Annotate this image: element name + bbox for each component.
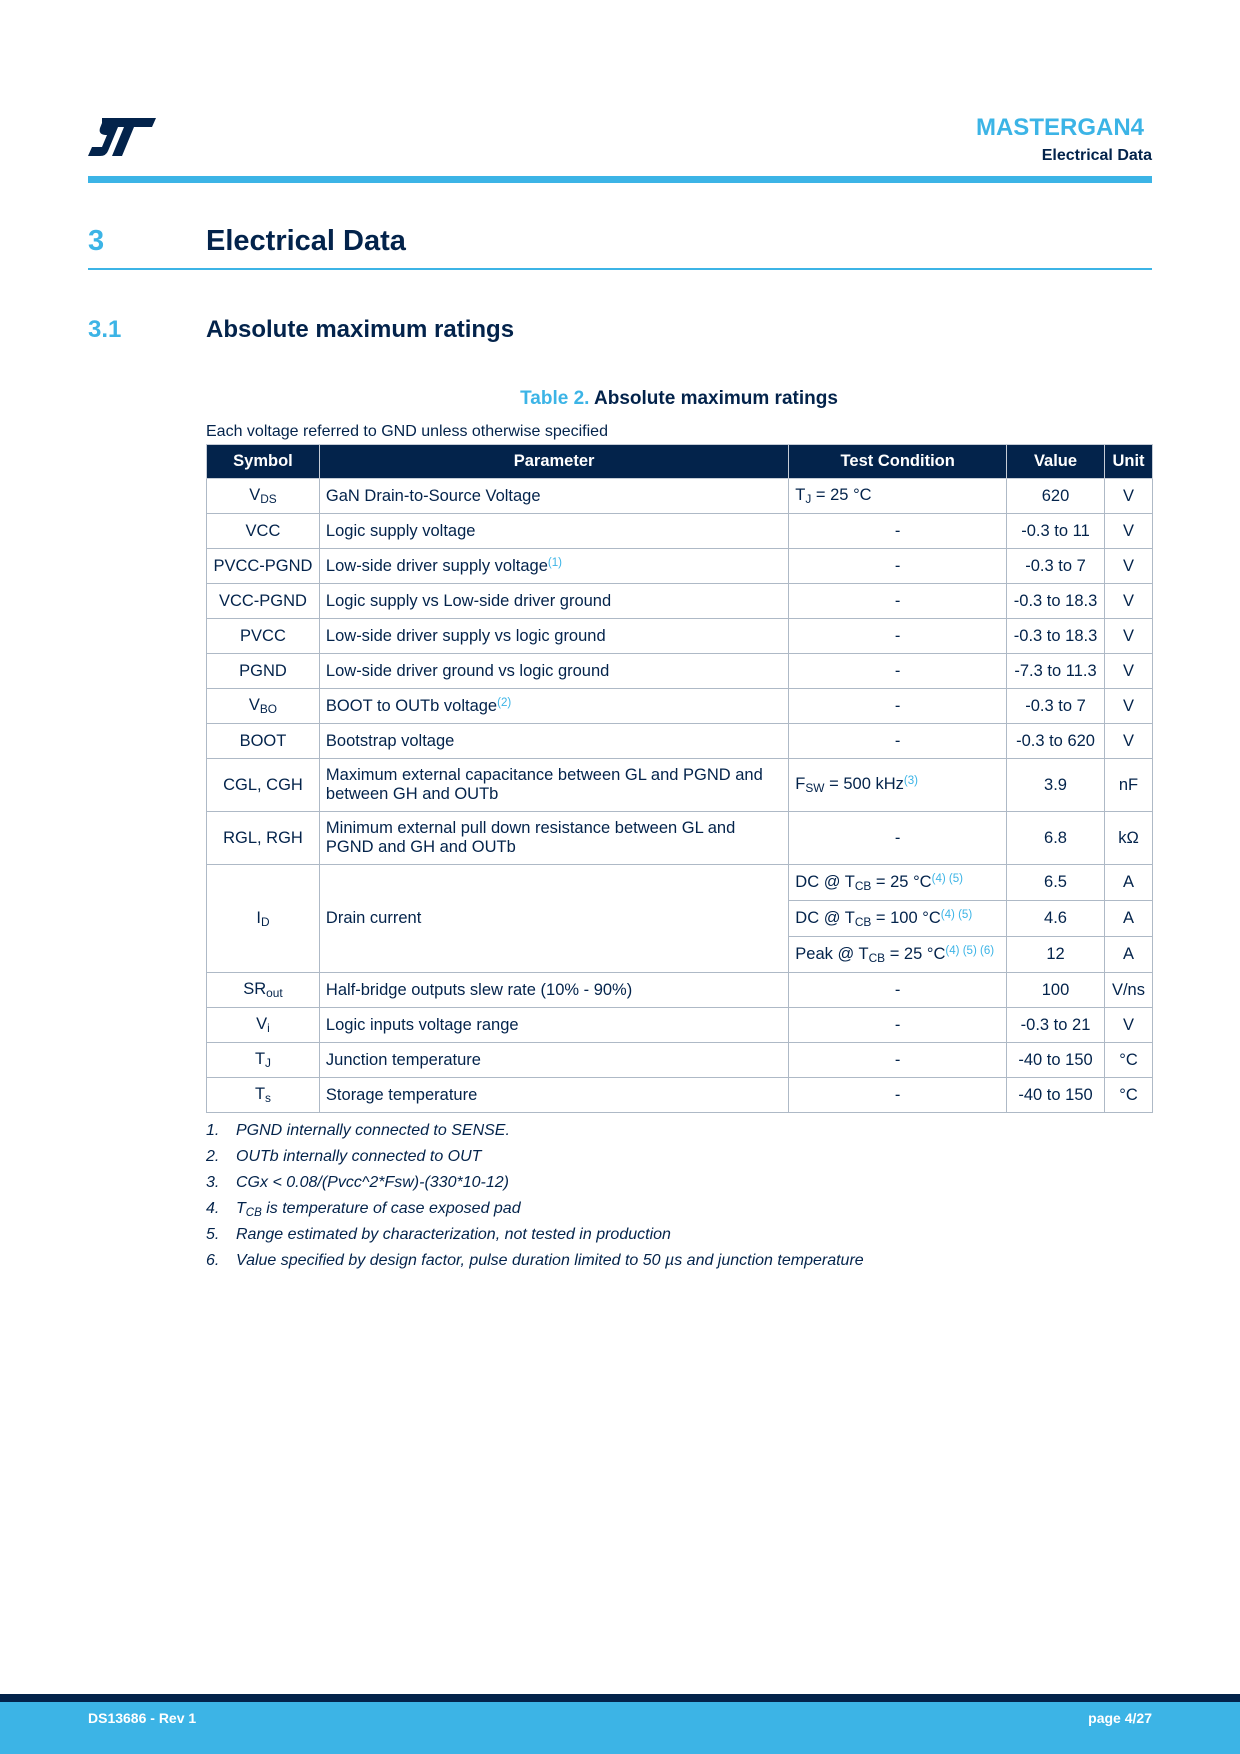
parameter-cell xyxy=(319,689,788,724)
symbol: T xyxy=(254,1085,266,1103)
symbol: V xyxy=(248,696,260,714)
col-header: Test Condition xyxy=(789,445,1007,479)
table-row xyxy=(207,654,1153,689)
value-cell: 6.5 xyxy=(1007,865,1105,901)
symbol-sub: s xyxy=(265,1091,271,1105)
value-cell: -7.3 to 11.3 xyxy=(1007,654,1105,689)
condition-cell: - xyxy=(789,619,1007,654)
table-row xyxy=(207,865,1153,901)
value-cell: 6.8 xyxy=(1007,812,1105,865)
table-row xyxy=(207,1008,1153,1043)
section-number: 3 xyxy=(88,225,105,257)
condition-rest: = 100 °C xyxy=(871,908,941,927)
section-title: Electrical Data xyxy=(206,225,406,257)
unit-cell: V xyxy=(1104,584,1152,619)
value-cell: -0.3 to 620 xyxy=(1007,724,1105,759)
footnote-ref[interactable]: (2) xyxy=(497,696,512,709)
unit-cell: V xyxy=(1104,1008,1152,1043)
parameter-cell: GaN Drain-to-Source Voltage xyxy=(319,479,788,514)
value-cell: 3.9 xyxy=(1007,759,1105,812)
symbol-cell: VCC xyxy=(207,514,320,549)
table-row xyxy=(207,514,1153,549)
value-cell: -0.3 to 7 xyxy=(1007,689,1105,724)
condition-cell: - xyxy=(789,584,1007,619)
symbol: T xyxy=(254,1050,266,1068)
condition-cell: - xyxy=(789,724,1007,759)
parameter: Low-side driver supply voltage xyxy=(325,556,548,575)
footnote-symbol: T xyxy=(236,1199,246,1217)
value-cell: 620 xyxy=(1007,479,1105,514)
parameter-cell: Logic supply voltage xyxy=(319,514,788,549)
symbol-sub: i xyxy=(267,1021,270,1035)
unit-cell: kΩ xyxy=(1104,812,1152,865)
condition-cell: - xyxy=(789,812,1007,865)
footnote-number: 3. xyxy=(206,1174,220,1191)
footnote xyxy=(206,1248,864,1274)
table-row xyxy=(207,619,1153,654)
subsection-title: Absolute maximum ratings xyxy=(206,316,515,343)
unit-cell: V xyxy=(1104,479,1152,514)
value-cell: -40 to 150 xyxy=(1007,1078,1105,1113)
value-cell: 12 xyxy=(1007,937,1105,973)
condition: DC @ T xyxy=(795,872,855,891)
parameter-cell: Logic inputs voltage range xyxy=(319,1008,788,1043)
symbol-cell xyxy=(207,1078,320,1113)
table-row xyxy=(207,1078,1153,1113)
table-row xyxy=(207,689,1153,724)
footnote xyxy=(206,1170,864,1196)
footnote-number: 1. xyxy=(206,1122,220,1139)
symbol: V xyxy=(256,1015,268,1033)
value-cell: -0.3 to 21 xyxy=(1007,1008,1105,1043)
parameter-cell: Low-side driver ground vs logic ground xyxy=(319,654,788,689)
parameter: BOOT to OUTb voltage xyxy=(325,696,498,715)
unit-cell: A xyxy=(1104,937,1152,973)
condition-sub: SW xyxy=(805,781,825,795)
table-note: Each voltage referred to GND unless otherwise specified xyxy=(206,423,608,440)
subsection-number: 3.1 xyxy=(88,316,122,343)
condition: DC @ T xyxy=(795,908,855,927)
table-caption-title: Absolute maximum ratings xyxy=(594,388,838,409)
condition-cell: - xyxy=(789,654,1007,689)
condition-cell: - xyxy=(789,1008,1007,1043)
footnote-ref[interactable]: (4) (5) xyxy=(940,908,973,921)
symbol: SR xyxy=(243,980,267,998)
parameter-cell: Half-bridge outputs slew rate (10% - 90%) xyxy=(319,973,788,1008)
footnote xyxy=(206,1144,864,1170)
section-rule xyxy=(88,268,1152,270)
symbol-sub: DS xyxy=(260,492,277,506)
unit-cell: °C xyxy=(1104,1043,1152,1078)
condition-rest: = 25 °C xyxy=(871,872,932,891)
table-row xyxy=(207,549,1153,584)
footnote-text: Value specified by design factor, pulse duration limited to 50 µs and junction temperature xyxy=(236,1252,864,1269)
col-header: Value xyxy=(1007,445,1105,479)
st-logo-icon xyxy=(88,118,156,158)
footnote-ref[interactable]: (3) xyxy=(903,775,918,787)
unit-cell: V xyxy=(1104,724,1152,759)
table-row xyxy=(207,812,1153,865)
footnote-text: PGND internally connected to SENSE. xyxy=(236,1122,510,1139)
value-cell: 4.6 xyxy=(1007,901,1105,937)
footnote-text: OUTb internally connected to OUT xyxy=(236,1148,482,1165)
doc-subtitle: Electrical Data xyxy=(1041,147,1152,164)
unit-cell: °C xyxy=(1104,1078,1152,1113)
value-cell: -0.3 to 18.3 xyxy=(1007,619,1105,654)
unit-cell: V/ns xyxy=(1104,973,1152,1008)
symbol-sub: J xyxy=(265,1056,271,1070)
symbol-cell: VCC-PGND xyxy=(207,584,320,619)
footnote-text: CGx < 0.08/(Pvcc^2*Fsw)-(330*10-12) xyxy=(236,1174,509,1191)
table-caption xyxy=(206,388,1152,410)
symbol-cell xyxy=(207,1008,320,1043)
table-row xyxy=(207,973,1153,1008)
condition-cell: - xyxy=(789,549,1007,584)
parameter-cell: Bootstrap voltage xyxy=(319,724,788,759)
condition-sub: CB xyxy=(854,914,872,929)
condition-cell: - xyxy=(789,973,1007,1008)
footnote xyxy=(206,1196,864,1222)
table-caption-label: Table 2. xyxy=(520,388,590,409)
parameter-cell xyxy=(319,549,788,584)
value-cell: -0.3 to 18.3 xyxy=(1007,584,1105,619)
condition-rest: = 500 kHz xyxy=(824,775,904,793)
footnotes xyxy=(206,1118,864,1274)
footer-page-number: page 4/27 xyxy=(1088,1710,1152,1726)
value-cell: 100 xyxy=(1007,973,1105,1008)
col-header: Parameter xyxy=(319,445,788,479)
symbol-cell: PVCC xyxy=(207,619,320,654)
value-cell: -0.3 to 11 xyxy=(1007,514,1105,549)
condition-sub: CB xyxy=(854,878,872,893)
unit-cell: V xyxy=(1104,549,1152,584)
parameter-cell: Logic supply vs Low-side driver ground xyxy=(319,584,788,619)
footnote xyxy=(206,1118,864,1144)
symbol-sub: BO xyxy=(259,702,278,716)
table-row xyxy=(207,724,1153,759)
symbol-cell xyxy=(207,1043,320,1078)
doc-title: MASTERGAN4 xyxy=(975,114,1144,141)
symbol-cell: RGL, RGH xyxy=(207,812,320,865)
symbol-cell: CGL, CGH xyxy=(207,759,320,812)
footnote-text: Range estimated by characterization, not tested in production xyxy=(236,1226,671,1243)
symbol-cell xyxy=(207,689,320,724)
table-row xyxy=(207,479,1153,514)
col-header: Unit xyxy=(1104,445,1152,479)
symbol-cell xyxy=(207,973,320,1008)
footnote-ref[interactable]: (4) (5) xyxy=(931,872,964,885)
symbol-sub: out xyxy=(266,986,283,1000)
symbol-cell: BOOT xyxy=(207,724,320,759)
ratings-table xyxy=(206,444,1153,1113)
unit-cell: A xyxy=(1104,901,1152,937)
value-cell: -40 to 150 xyxy=(1007,1043,1105,1078)
footer-doc-id: DS13686 - Rev 1 xyxy=(88,1710,197,1726)
condition: T xyxy=(795,486,806,504)
parameter-cell: Maximum external capacitance between GL and PGND and between GH and OUTb xyxy=(319,759,788,812)
header-rule xyxy=(88,176,1152,183)
symbol-cell: PGND xyxy=(207,654,320,689)
condition-cell: - xyxy=(789,514,1007,549)
parameter-cell: Junction temperature xyxy=(319,1043,788,1078)
condition: F xyxy=(795,775,806,793)
symbol-sub: D xyxy=(260,914,270,929)
symbol-cell xyxy=(207,479,320,514)
footnote-ref[interactable]: (4) (5) (6) xyxy=(945,944,995,957)
parameter-cell: Low-side driver supply vs logic ground xyxy=(319,619,788,654)
condition-rest: = 25 °C xyxy=(885,944,946,963)
footnote-number: 5. xyxy=(206,1226,220,1243)
condition-sub: CB xyxy=(868,950,886,965)
unit-cell: V xyxy=(1104,619,1152,654)
unit-cell: V xyxy=(1104,514,1152,549)
symbol: I xyxy=(256,908,261,927)
unit-cell: V xyxy=(1104,689,1152,724)
condition-cell xyxy=(789,759,1007,812)
table-row xyxy=(207,1043,1153,1078)
footnote-text xyxy=(236,1200,521,1219)
unit-cell: V xyxy=(1104,654,1152,689)
footnote-symbol-sub: CB xyxy=(245,1206,262,1219)
condition-sub: J xyxy=(805,492,812,506)
symbol-cell xyxy=(207,865,320,973)
condition-cell: - xyxy=(789,689,1007,724)
unit-cell: nF xyxy=(1104,759,1152,812)
symbol: V xyxy=(249,486,261,504)
condition-cell: - xyxy=(789,1043,1007,1078)
footnote-number: 6. xyxy=(206,1252,220,1269)
table-row xyxy=(207,759,1153,812)
symbol-cell: PVCC-PGND xyxy=(207,549,320,584)
condition-cell xyxy=(789,937,1007,973)
col-header: Symbol xyxy=(207,445,320,479)
condition-cell xyxy=(789,865,1007,901)
condition: Peak @ T xyxy=(795,944,869,963)
value-cell: -0.3 to 7 xyxy=(1007,549,1105,584)
unit-cell: A xyxy=(1104,865,1152,901)
footer-rule xyxy=(0,1694,1240,1702)
footnote xyxy=(206,1222,864,1248)
footnote-number: 2. xyxy=(206,1148,220,1165)
condition-cell: - xyxy=(789,1078,1007,1113)
parameter-cell: Drain current xyxy=(319,865,788,973)
condition-rest: = 25 °C xyxy=(811,486,872,504)
parameter-cell: Storage temperature xyxy=(319,1078,788,1113)
condition-cell xyxy=(789,479,1007,514)
condition-cell xyxy=(789,901,1007,937)
footnote-number: 4. xyxy=(206,1200,220,1217)
table-row xyxy=(207,584,1153,619)
table-header-row xyxy=(207,445,1153,479)
footnote-ref[interactable]: (1) xyxy=(547,556,562,569)
footnote-rest: is temperature of case exposed pad xyxy=(261,1199,521,1217)
parameter-cell: Minimum external pull down resistance between GL and PGND and GH and OUTb xyxy=(319,812,788,865)
